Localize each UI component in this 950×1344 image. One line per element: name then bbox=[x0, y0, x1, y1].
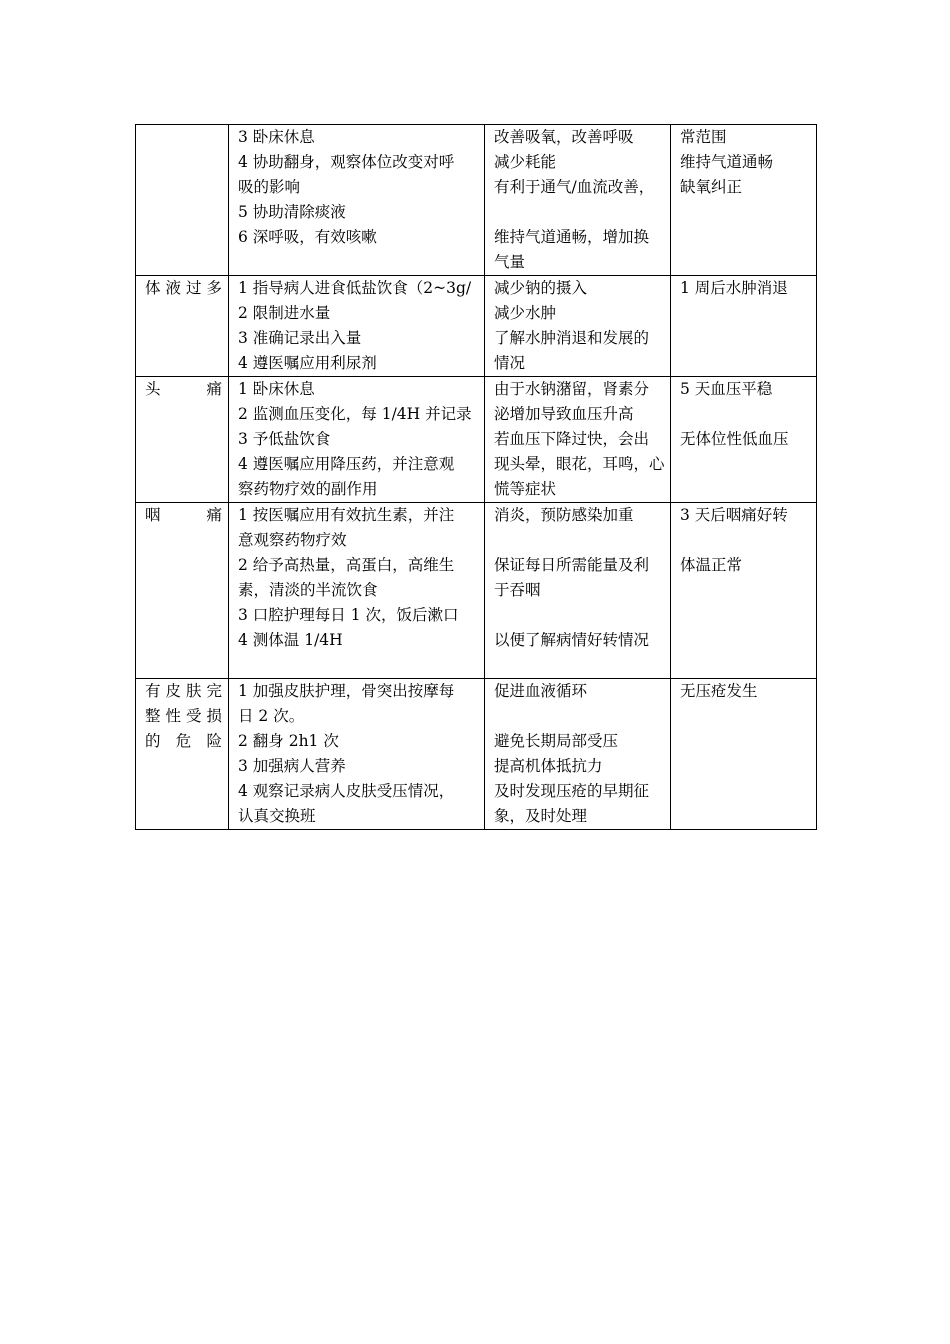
rationale-cell bbox=[485, 679, 671, 830]
outcome-cell bbox=[671, 377, 817, 503]
measures-line: 3 卧床休息 bbox=[238, 128, 315, 146]
rationale-cell bbox=[485, 503, 671, 679]
outcome-line: 5 天血压平稳 bbox=[680, 380, 773, 398]
table-row bbox=[136, 679, 817, 830]
measures-line: 日 2 次。 bbox=[238, 707, 305, 725]
outcome-cell bbox=[671, 125, 817, 276]
measures-line: 4 观察记录病人皮肤受压情况， bbox=[238, 782, 455, 800]
measures-line: 1 按医嘱应用有效抗生素，并注 bbox=[238, 506, 455, 524]
measures-cell bbox=[229, 377, 485, 503]
rationale-line: 情况 bbox=[494, 354, 526, 372]
rationale-line: 减少钠的摄入 bbox=[494, 279, 588, 297]
rationale-line: 有利于通气/血流改善， bbox=[494, 178, 655, 196]
rationale-line bbox=[494, 704, 664, 729]
measures-line: 1 加强皮肤护理，骨突出按摩每 bbox=[238, 682, 455, 700]
measures-cell bbox=[229, 125, 485, 276]
problem-cell bbox=[136, 503, 229, 679]
rationale-line bbox=[494, 603, 664, 628]
rationale-line bbox=[494, 200, 664, 225]
table-row bbox=[136, 276, 817, 377]
rationale-line: 若血压下降过快，会出 bbox=[494, 430, 650, 448]
problem-line: 的危险 bbox=[145, 732, 222, 750]
measures-line: 3 予低盐饮食 bbox=[238, 430, 331, 448]
problem-line: 整性受损 bbox=[145, 707, 222, 725]
rationale-line: 了解水肿消退和发展的 bbox=[494, 329, 650, 347]
measures-line: 6 深呼吸，有效咳嗽 bbox=[238, 228, 377, 246]
problem-cell bbox=[136, 125, 229, 276]
rationale-line: 促进血液循环 bbox=[494, 682, 588, 700]
outcome-cell bbox=[671, 679, 817, 830]
outcome-line: 维持气道通畅 bbox=[680, 153, 774, 171]
outcome-line: 1 周后水肿消退 bbox=[680, 279, 788, 297]
rationale-line: 保证每日所需能量及利 bbox=[494, 556, 650, 574]
outcome-line: 常范围 bbox=[680, 128, 727, 146]
measures-line: 意观察药物疗效 bbox=[238, 531, 347, 549]
measures-line: 3 口腔护理每日 1 次，饭后漱口 bbox=[238, 606, 459, 624]
rationale-line: 减少水肿 bbox=[494, 304, 557, 322]
measures-line: 2 翻身 2h1 次 bbox=[238, 732, 339, 750]
problem-line: 头痛 bbox=[145, 380, 222, 398]
rationale-line: 及时发现压疮的早期征 bbox=[494, 782, 650, 800]
table-row bbox=[136, 377, 817, 503]
rationale-line: 由于水钠潴留，肾素分 bbox=[494, 380, 650, 398]
rationale-line: 消炎，预防感染加重 bbox=[494, 506, 634, 524]
outcome-line bbox=[680, 528, 810, 553]
problem-line: 有皮肤完 bbox=[145, 682, 222, 700]
rationale-line: 减少耗能 bbox=[494, 153, 557, 171]
rationale-line: 气量 bbox=[494, 253, 526, 271]
rationale-line: 象，及时处理 bbox=[494, 807, 588, 825]
measures-line: 4 协助翻身，观察体位改变对呼 bbox=[238, 153, 455, 171]
table-body bbox=[136, 125, 817, 830]
rationale-cell bbox=[485, 377, 671, 503]
rationale-line: 提高机体抵抗力 bbox=[494, 757, 603, 775]
rationale-line: 于吞咽 bbox=[494, 581, 541, 599]
measures-line: 4 测体温 1/4H bbox=[238, 631, 343, 649]
measures-line: 4 遵医嘱应用利尿剂 bbox=[238, 354, 377, 372]
problem-cell bbox=[136, 679, 229, 830]
measures-line: 3 加强病人营养 bbox=[238, 757, 346, 775]
rationale-line: 避免长期局部受压 bbox=[494, 732, 619, 750]
outcome-cell bbox=[671, 276, 817, 377]
problem-line: 体液过多 bbox=[145, 279, 222, 297]
outcome-line: 体温正常 bbox=[680, 556, 743, 574]
rationale-line: 泌增加导致血压升高 bbox=[494, 405, 634, 423]
measures-line: 察药物疗效的副作用 bbox=[238, 480, 378, 498]
measures-line: 1 指导病人进食低盐饮食（2~3g/ bbox=[238, 279, 472, 297]
measures-line: 4 遵医嘱应用降压药，并注意观 bbox=[238, 455, 455, 473]
measures-line: 3 准确记录出入量 bbox=[238, 329, 362, 347]
measures-line: 吸的影响 bbox=[238, 178, 301, 196]
outcome-cell bbox=[671, 503, 817, 679]
outcome-line: 3 天后咽痛好转 bbox=[680, 506, 788, 524]
problem-cell bbox=[136, 377, 229, 503]
rationale-line bbox=[494, 528, 664, 553]
outcome-line: 缺氧纠正 bbox=[680, 178, 743, 196]
measures-line: 认真交换班 bbox=[238, 807, 316, 825]
rationale-cell bbox=[485, 276, 671, 377]
rationale-line: 改善吸氧，改善呼吸 bbox=[494, 128, 634, 146]
nursing-care-plan-table bbox=[135, 124, 817, 830]
measures-line: 2 限制进水量 bbox=[238, 304, 331, 322]
outcome-line bbox=[680, 402, 810, 427]
measures-line: 5 协助清除痰液 bbox=[238, 203, 346, 221]
rationale-line: 以便了解病情好转情况 bbox=[494, 631, 650, 649]
measures-cell bbox=[229, 276, 485, 377]
table-row bbox=[136, 125, 817, 276]
rationale-line: 现头晕，眼花，耳鸣，心 bbox=[494, 455, 665, 473]
measures-cell bbox=[229, 679, 485, 830]
outcome-line: 无压疮发生 bbox=[680, 682, 758, 700]
measures-line: 1 卧床休息 bbox=[238, 380, 315, 398]
measures-line: 素，清淡的半流饮食 bbox=[238, 581, 378, 599]
rationale-line: 慌等症状 bbox=[494, 480, 557, 498]
rationale-line: 维持气道通畅，增加换 bbox=[494, 228, 650, 246]
problem-line: 咽痛 bbox=[145, 506, 222, 524]
problem-cell bbox=[136, 276, 229, 377]
measures-cell bbox=[229, 503, 485, 679]
rationale-cell bbox=[485, 125, 671, 276]
table-row bbox=[136, 503, 817, 679]
measures-line: 2 给予高热量，高蛋白，高维生 bbox=[238, 556, 455, 574]
measures-line: 2 监测血压变化，每 1/4H 并记录 bbox=[238, 405, 472, 423]
outcome-line: 无体位性低血压 bbox=[680, 430, 789, 448]
